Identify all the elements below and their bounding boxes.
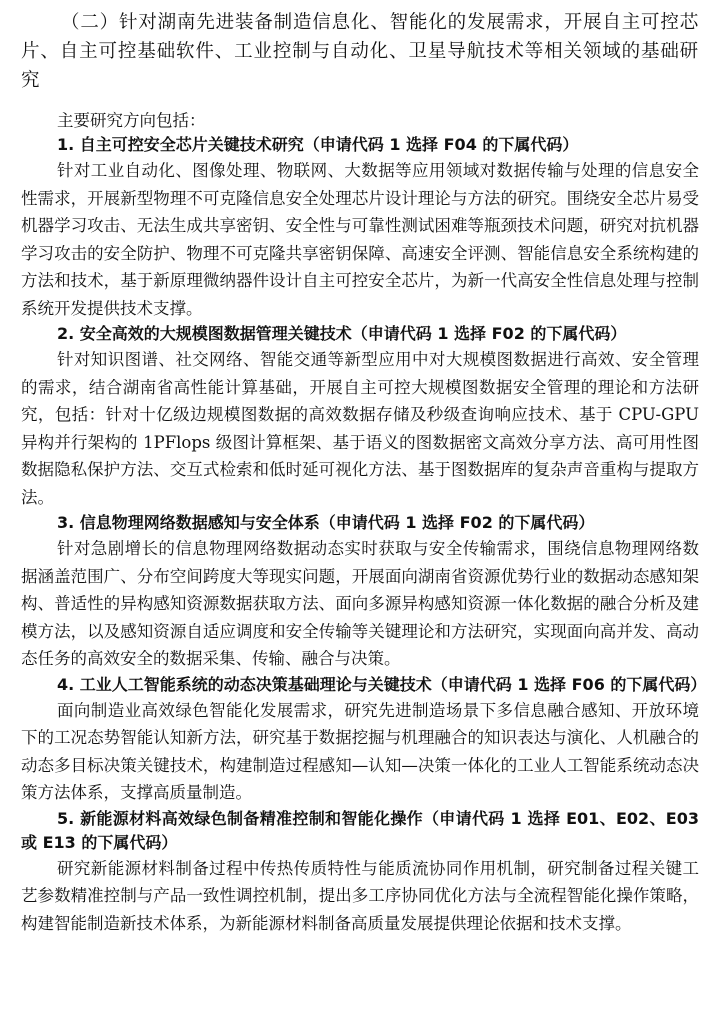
topic-body: 针对工业自动化、图像处理、物联网、大数据等应用领域对数据传输与处理的信息安全性需求，开展新型物理不可克隆信息安全处理芯片设计理论与方法的研究。围绕安全芯片易受机器学习攻击、无法生成共享密钥、安全性与可靠性测试困难等瓶颈技术问题，研究对抗机器学习攻击的安全防护、物理不可克隆共享密钥保障、高速安全评测、智能信息安全系统构建的方法和技术，基于新原理微纳器件设计自主可控安全芯片，为新一代高安全性信息处理与控制系统开发提供技术支撑。 xyxy=(21,161,699,318)
topic-body: 针对知识图谱、社交网络、智能交通等新型应用中对大规模图数据进行高效、安全管理的需求，结合湖南省高性能计算基础，开展自主可控大规模图数据安全管理的理论和方法研究，包括：针对十亿级边规模图数据的高效数据存储及秒级查询响应技术、基于 CPU-GPU 异构并行架构的 1PFlops 级图计算框架、基于语义的图数据密文高效分享方法、高可用性图数据隐私保护方法、交互式检索和低时延可视化方法、基于图数据库的复杂声音重构与提取方法。 xyxy=(21,350,699,507)
topic-heading: 4. 工业人工智能系统的动态决策基础理论与关键技术（申请代码 1 选择 F06 的下属代码） xyxy=(57,674,707,694)
intro-text: 主要研究方向包括： xyxy=(57,111,206,130)
topic-2 xyxy=(21,322,699,511)
topic-5 xyxy=(21,807,699,938)
topic-body: 面向制造业高效绿色智能化发展需求，研究先进制造场景下多信息融合感知、开放环境下的工况态势智能认知新方法，研究基于数据挖掘与机理融合的知识表达与演化、人机融合的动态多目标决策关键技术，构建制造过程感知—认知—决策一体化的工业人工智能系统动态决策方法体系，支撑高质量制造。 xyxy=(21,700,699,802)
topic-heading: 1. 自主可控安全芯片关键技术研究（申请代码 1 选择 F04 的下属代码） xyxy=(57,135,579,154)
section-title: （二）针对湖南先进装备制造信息化、智能化的发展需求，开展自主可控芯片、自主可控基础软件、工业控制与自动化、卫星导航技术等相关领域的基础研究 xyxy=(21,12,699,91)
topic-3 xyxy=(21,511,699,673)
topic-4 xyxy=(21,673,707,807)
topic-heading: 3. 信息物理网络数据感知与安全体系（申请代码 1 选择 F02 的下属代码） xyxy=(57,513,595,532)
topic-heading: 2. 安全高效的大规模图数据管理关键技术（申请代码 1 选择 F02 的下属代码） xyxy=(57,324,627,343)
topic-heading: 5. 新能源材料高效绿色制备精准控制和智能化操作（申请代码 1 选择 E01、E02、E03 或 E13 的下属代码） xyxy=(21,808,699,852)
topic-body: 针对急剧增长的信息物理网络数据动态实时获取与安全传输需求，围绕信息物理网络数据涵盖范围广、分布空间跨度大等现实问题，开展面向湖南省资源优势行业的数据动态感知架构、普适性的异构感知资源数据获取方法、面向多源异构感知资源一体化数据的融合分析及建模方法，以及感知资源自适应调度和安全传输等关键理论和方法研究，实现面向高并发、高动态任务的高效安全的数据采集、传输、融合与决策。 xyxy=(21,539,699,668)
topic-1 xyxy=(21,133,699,322)
topic-body: 研究新能源材料制备过程中传热传质特性与能质流协同作用机制，研究制备过程关键工艺参数精准控制与产品一致性调控机制，提出多工序协同优化方法与全流程智能化操作策略，构建智能制造新技术体系，为新能源材料制备高质量发展提供理论依据和技术支撑。 xyxy=(21,858,699,933)
